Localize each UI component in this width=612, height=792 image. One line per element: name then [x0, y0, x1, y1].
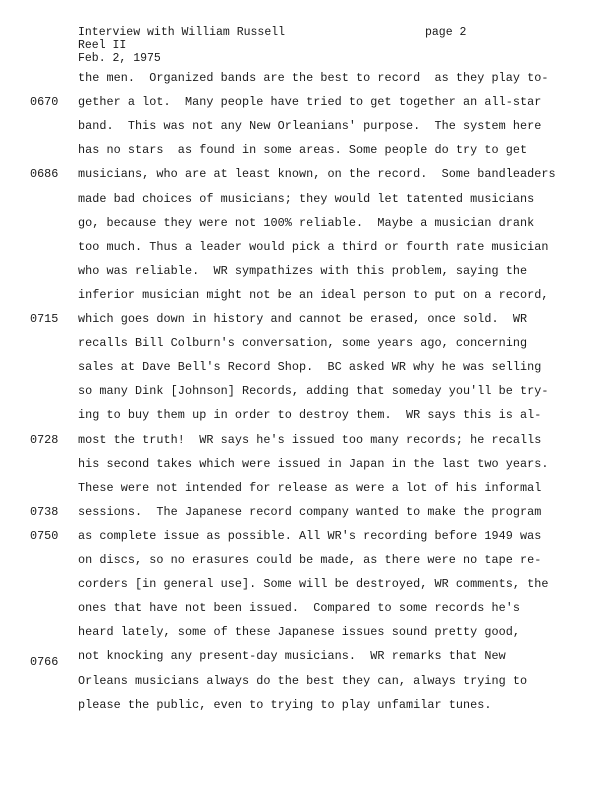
transcript-line: made bad choices of musicians; they would let tatented musicians [78, 191, 535, 206]
transcript-line: inferior musician might not be an ideal person to put on a record, [78, 287, 549, 302]
transcript-line: ing to buy them up in order to destroy them. WR says this is al- [78, 408, 542, 423]
transcript-line: go, because they were not 100% reliable. Maybe a musician drank [78, 215, 535, 230]
timecode-marker: 0715 [30, 312, 59, 326]
transcript-line: most the truth! WR says he's issued too many records; he recalls [78, 432, 542, 447]
transcript-line: the men. Organized bands are the best to record as they play to- [78, 71, 549, 85]
transcript-line: so many Dink [Johnson] Records, adding that someday you'll be try- [78, 384, 549, 399]
transcript-line: musicians, who are at least known, on the record. Some bandleaders [78, 167, 556, 182]
transcript-line: has no stars as found in some areas. Some people do try to get [78, 143, 528, 158]
timecode-marker: 0686 [30, 167, 59, 182]
transcript-line: too much. Thus a leader would pick a third or fourth rate musician [78, 239, 549, 254]
timecode-marker: 0670 [30, 95, 59, 110]
reel-label: Reel II [78, 39, 127, 52]
transcript-line: who was reliable. WR sympathizes with this problem, saying the [78, 263, 528, 278]
transcript-line: please the public, even to trying to play unfamilar tunes. [78, 697, 492, 712]
timecode-marker: 0738 [30, 504, 59, 519]
timecode-marker: 0728 [30, 432, 59, 447]
transcript-line: ones that have not been issued. Compared to some records he's [78, 601, 521, 616]
transcript-line: his second takes which were issued in Japan in the last two years. [78, 456, 549, 471]
transcript-line: gether a lot. Many people have tried to get together an all-star [78, 95, 542, 110]
transcript-line: recalls Bill Colburn's conversation, some years ago, concerning [78, 336, 528, 351]
transcript-line: sales at Dave Bell's Record Shop. BC asked WR why he was selling [78, 360, 542, 375]
transcript-line: as complete issue as possible. All WR's recording before 1949 was [78, 528, 542, 543]
page-number: page 2 [425, 26, 467, 39]
transcript-line: heard lately, some of these Japanese issues sound pretty good, [78, 625, 521, 640]
transcript-line: corders [in general use]. Some will be destroyed, WR comments, the [78, 577, 549, 592]
document-title: Interview with William Russell [78, 26, 286, 39]
transcript-line: which goes down in history and cannot be erased, once sold. WR [78, 312, 528, 326]
transcript-line: on discs, so no erasures could be made, as there were no tape re- [78, 553, 542, 567]
interview-date: Feb. 2, 1975 [78, 52, 161, 65]
transcript-line: not knocking any present-day musicians. WR remarks that New [78, 649, 506, 664]
timecode-marker: 0750 [30, 528, 59, 543]
transcript-line: Orleans musicians always do the best they can, always trying to [78, 673, 528, 688]
transcript-line: sessions. The Japanese record company wanted to make the program [78, 504, 542, 519]
timecode-marker: 0766 [30, 655, 59, 670]
transcript-line: band. This was not any New Orleanians' purpose. The system here [78, 119, 542, 134]
transcript-line: These were not intended for release as were a lot of his informal [78, 480, 542, 495]
